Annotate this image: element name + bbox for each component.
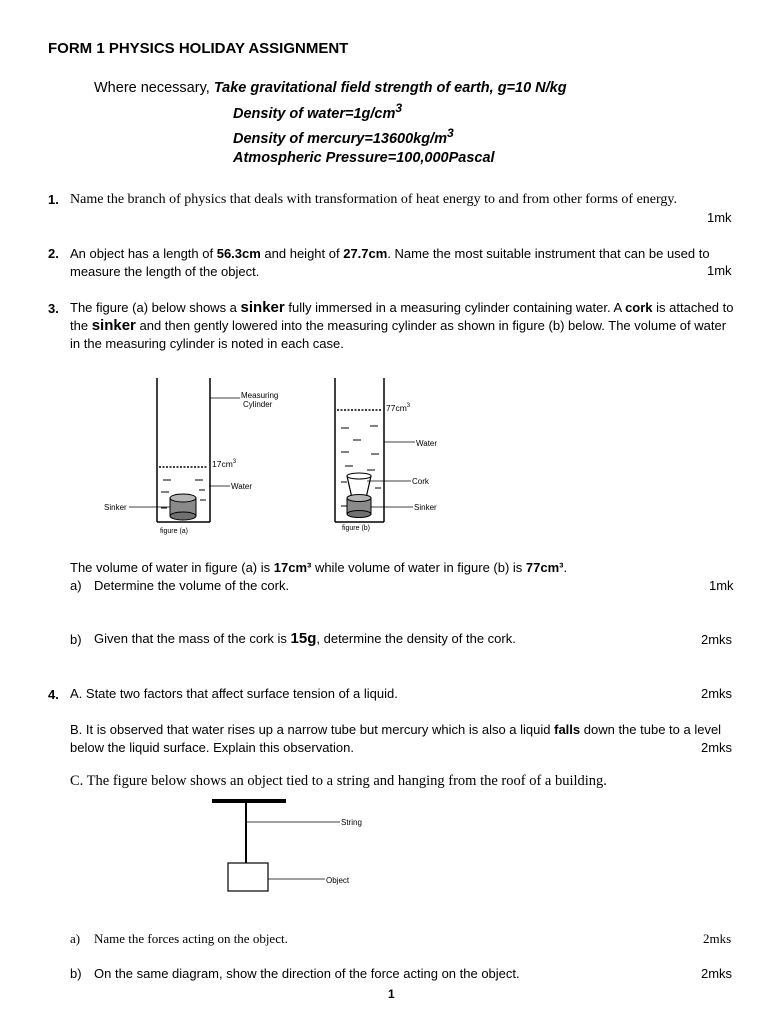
measuring-label: Measuring: [241, 391, 279, 400]
sinker-label-b: Sinker: [414, 503, 437, 512]
question-4c-a-text: Name the forces acting on the object.: [94, 931, 288, 946]
falls-word: falls: [554, 722, 581, 737]
question-4c-a-marks: 2mks: [703, 931, 732, 946]
question-3-text-4: and then gently lowered into the measuring cylinder as shown in figure (b) below. The volume of water in the measuring cylinder is noted in each case.: [70, 318, 727, 351]
question-2-text: [70, 245, 710, 281]
cork-word: cork: [625, 300, 653, 315]
question-1-text: Name the branch of physics that deals with transformation of heat energy to and from other forms of energy.: [70, 192, 678, 207]
measuring-cylinder-figure: [95, 370, 475, 540]
page-title: FORM 1 PHYSICS HOLIDAY ASSIGNMENT: [48, 40, 349, 57]
volume-a: 17cm³: [273, 560, 312, 575]
volume-label-a: $17cm^3$: [212, 459, 237, 469]
question-1-number: 1.: [48, 192, 59, 207]
question-4c-a-label: a): [70, 931, 81, 946]
roof: [212, 799, 286, 803]
volume-b: 77cm³: [525, 560, 564, 575]
object-label: Object: [326, 876, 350, 885]
object-height: 27.7cm: [343, 246, 388, 261]
object-length: 56.3cm: [216, 246, 261, 261]
question-3a-text: Determine the volume of the cork.: [94, 578, 290, 593]
question-3-text-1: The figure (a) below shows a: [70, 300, 241, 315]
question-2-marks: 1mk: [707, 263, 732, 278]
question-3-text-2: fully immersed in a measuring cylinder containing water. A: [284, 300, 626, 315]
question-3-text: [70, 299, 738, 353]
question-3-volume-text: [70, 559, 738, 577]
hanging-object: [228, 863, 268, 891]
question-3b-marks: 2mks: [701, 632, 733, 647]
question-2-text-c: . Name the most suitable instrument that can be used to measure the length of the object.: [70, 246, 710, 279]
sinker-word: sinker: [91, 317, 136, 334]
question-4c-b-text: On the same diagram, show the direction of the force acting on the object.: [94, 966, 520, 981]
question-3b-text: [94, 630, 516, 647]
question-3b-text-a: Given that the mass of the cork is: [94, 631, 291, 646]
water-density: Density of water=1g/cm: [233, 105, 396, 122]
figure-a-caption: figure (a): [160, 528, 189, 535]
volume-label-b: $77cm^3$: [386, 403, 411, 413]
page-number: 1: [388, 987, 395, 1001]
hanging-object-figure: [200, 795, 400, 900]
question-4c-b-label: b): [70, 966, 82, 981]
question-2-text-b: and height of: [260, 246, 344, 261]
question-3a-marks: 1mk: [709, 578, 734, 593]
question-4a-marks: 2mks: [701, 686, 733, 701]
figure-b-caption: figure (b): [342, 525, 371, 532]
question-3-text-3: is attached to the: [70, 300, 734, 333]
sinker-word: sinker: [240, 299, 285, 316]
cube-superscript: 3: [395, 100, 403, 115]
question-3-number: 3.: [48, 301, 59, 316]
water-label-a: Water: [231, 482, 253, 491]
question-2-text-a: An object has a length of: [70, 246, 217, 261]
question-3b-text-b: , determine the density of the cork.: [316, 631, 516, 646]
question-4c-text: C. The figure below shows an object tied to a string and hanging from the roof of a building.: [70, 773, 607, 789]
volume-text-b: while volume of water in figure (b) is: [311, 560, 526, 575]
question-3a-label: a): [70, 578, 82, 593]
question-4b-text-b: down the tube to a level below the liquid surface. Explain this observation.: [70, 722, 722, 755]
constants-block: [94, 79, 567, 169]
question-4b-text-a: B. It is observed that water rises up a narrow tube but mercury which is also a liquid: [70, 722, 555, 737]
volume-text-c: .: [563, 560, 568, 575]
question-4b-marks: 2mks: [701, 740, 733, 755]
sinker-a: [170, 494, 196, 520]
question-4c-b-marks: 2mks: [701, 966, 733, 981]
sinker-b: [347, 495, 371, 518]
question-3b-label: b): [70, 632, 82, 647]
cylinder-label: Cylinder: [243, 400, 273, 409]
question-4b-text: [70, 721, 733, 757]
string-label: String: [341, 818, 362, 827]
cork-mass: 15g: [290, 630, 317, 647]
water-label-b: Water: [416, 439, 438, 448]
volume-text-a: The volume of water in figure (a) is: [70, 560, 274, 575]
question-2-number: 2.: [48, 246, 59, 261]
question-1-marks: 1mk: [707, 210, 732, 225]
gravity-constant: Take gravitational field strength of earth, g=10 N/kg: [213, 80, 567, 96]
atmospheric-pressure: Atmospheric Pressure=100,000Pascal: [233, 150, 495, 167]
question-4a-text: A. State two factors that affect surface tension of a liquid.: [70, 686, 398, 701]
constants-intro: Where necessary,: [94, 80, 214, 96]
sinker-label-a: Sinker: [104, 503, 127, 512]
question-4-number: 4.: [48, 687, 59, 702]
cork-label: Cork: [412, 477, 429, 486]
mercury-density: Density of mercury=13600kg/m: [233, 130, 447, 147]
cube-superscript: 3: [446, 125, 454, 140]
